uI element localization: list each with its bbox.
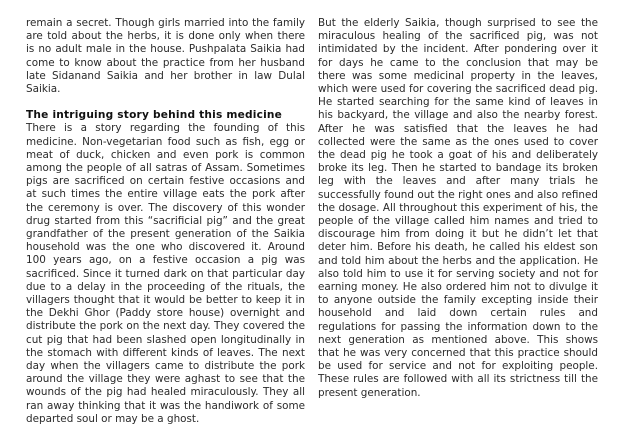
intro-paragraph: remain a secret. Though girls married into the family are told about the herbs, it is done only when there is no adult male in the house. Pushpalata Saikia had come to know about the practice from her husband late Sidanand Saikia and her brother in law Dulal Saikia. xyxy=(26,17,305,96)
story-paragraph: There is a story regarding the founding of this medicine. Non-vegetarian food such as fish, egg or meat of duck, chicken and even pork is common among the people of all satras of Assam. Sometimes pigs are sacrificed on certain festive occasions and at such times the entire village eats the pork after the ceremony is over. The discovery of this wonder drug started from this “sacrificial pig” and the great grandfather of the present generation of the Saikia household was the one who discovered it. Around 100 years ago, on a festive occasion a pig was sacrificed. Since it turned dark on that particular day due to a delay in the proceeding of the rituals, the villagers thought that it would be better to keep it in the Dekhi Ghor (Paddy store house) overnight and distribute the pork on the next day. They covered the cut pig that had been slashed open longitudinally in the stomach with different kinds of leaves. The next day when the villagers came to distribute the pork around the village they were aghast to see that the wounds of the pig had healed miraculously. They all ran away thinking that it was the handiwork of some departed soul or may be a ghost. xyxy=(26,122,305,425)
left-column xyxy=(26,17,305,426)
right-column xyxy=(318,17,598,400)
section-heading: The intriguing story behind this medicine xyxy=(26,109,283,122)
continuation-paragraph: But the elderly Saikia, though surprised to see the miraculous healing of the sacrificed pig, was not intimidated by the incident. After pondering over it for days he came to the conclusion that may be there was some medicinal property in the leaves, which were used for covering the sacrificed dead pig. He started searching for the same kind of leaves in his backyard, the village and also the nearby forest. After he was satisfied that the leaves he had collected were the same as the ones used to cover the dead pig he took a goat of his and deliberately broke its leg. Then he started to bandage its broken leg with the leaves and after many trials he successfully found out the right ones and also refined the dosage. All throughout this experiment of his, the people of the village called him names and tried to discourage him from doing it but he didn’t let that deter him. Before his death, he called his eldest son and told him about the herbs and the application. He also told him to use it for serving society and not for earning money. He also ordered him not to divulge it to anyone outside the family excepting inside their household and laid down certain rules and regulations for passing the information down to the next generation as mentioned above. This shows that he was very concerned that this practice should be used for service and not for exploiting people. These rules are followed with all its strictness till the present generation. xyxy=(318,17,598,399)
paragraph-spacer xyxy=(26,96,305,109)
